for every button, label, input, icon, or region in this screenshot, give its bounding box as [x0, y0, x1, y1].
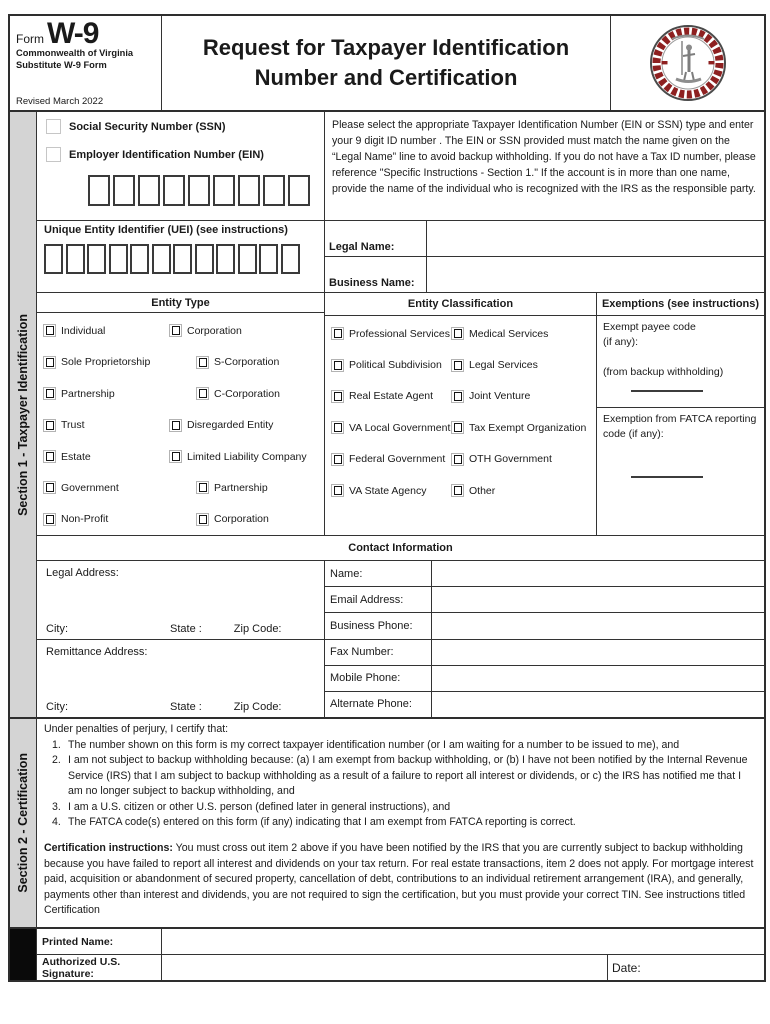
checkbox[interactable]	[169, 419, 182, 432]
printed-name-row	[37, 927, 764, 954]
option-label: S-Corporation	[214, 356, 280, 369]
option-label: OTH Government	[469, 453, 552, 466]
entity-type-option[interactable]	[196, 472, 324, 503]
entity-type-option[interactable]	[169, 409, 324, 440]
section1-sidebar-label: Section 1 - Taxpayer Identification	[16, 313, 30, 516]
digit-box[interactable]	[109, 244, 128, 274]
form-title-line1: Request for Taxpayer Identification	[202, 35, 570, 61]
option-label: Federal Government	[349, 453, 446, 466]
exempt-payee-line1: Exempt payee code	[603, 321, 696, 333]
uei-label: Unique Entity Identifier (UEI) (see instructions)	[44, 224, 288, 236]
checkbox[interactable]	[196, 481, 209, 494]
remittance-address-cell[interactable]	[37, 640, 324, 717]
checkbox[interactable]	[43, 450, 56, 463]
exempt-payee-cell	[597, 316, 764, 408]
tin-digit-boxes[interactable]	[88, 175, 316, 206]
exemptions-column	[597, 293, 764, 535]
option-label: Sole Proprietorship	[61, 356, 151, 369]
option-label: C-Corporation	[214, 387, 280, 400]
checkbox[interactable]	[451, 359, 464, 372]
checkbox[interactable]	[43, 356, 56, 369]
checkbox[interactable]	[451, 421, 464, 434]
business-name-field[interactable]	[427, 257, 764, 292]
entity-classification-header: Entity Classification	[325, 293, 596, 316]
ein-checkbox[interactable]	[46, 147, 61, 162]
contact-fields-column	[325, 561, 764, 717]
option-label: Tax Exempt Organization	[469, 421, 587, 434]
printed-name-field[interactable]	[162, 929, 764, 954]
entity-type-header: Entity Type	[37, 293, 324, 313]
legal-name-row	[325, 221, 764, 256]
uei-cell	[37, 221, 325, 292]
mobile-phone-field[interactable]	[432, 666, 764, 691]
contact-row	[325, 639, 764, 665]
entity-type-option[interactable]	[196, 347, 324, 378]
entity-type-option[interactable]	[169, 441, 324, 472]
option-label: Partnership	[61, 387, 115, 400]
tin-row	[37, 112, 764, 220]
digit-box[interactable]	[130, 244, 149, 274]
signature-field[interactable]	[162, 955, 608, 980]
digit-box[interactable]	[88, 175, 110, 206]
form-id-block	[10, 16, 162, 110]
entity-type-option[interactable]	[43, 472, 169, 503]
checkbox[interactable]	[451, 390, 464, 403]
address-column	[37, 561, 325, 717]
entity-class-option[interactable]	[331, 318, 451, 349]
checkbox[interactable]	[43, 481, 56, 494]
entity-class-option[interactable]	[451, 349, 596, 380]
option-label: Political Subdivision	[349, 359, 442, 372]
form-title	[162, 16, 611, 110]
contact-label: Name:	[325, 561, 432, 586]
entity-class-option[interactable]	[451, 412, 596, 443]
entity-type-option[interactable]	[43, 315, 169, 346]
option-label: Limited Liability Company	[187, 450, 307, 463]
entity-type-option[interactable]	[43, 504, 169, 535]
name-field[interactable]	[432, 561, 764, 586]
checkbox[interactable]	[451, 484, 464, 497]
contact-row	[325, 691, 764, 717]
exemptions-header: Exemptions (see instructions)	[597, 293, 764, 316]
section2-sidebar-label: Section 2 - Certification	[16, 753, 30, 893]
entity-type-options	[37, 313, 324, 535]
digit-box[interactable]	[87, 244, 106, 274]
entity-class-option[interactable]	[451, 475, 596, 506]
contact-label: Fax Number:	[325, 640, 432, 665]
option-label: Non-Profit	[61, 513, 109, 526]
digit-box[interactable]	[288, 175, 310, 206]
contact-row	[325, 612, 764, 638]
section1-sidebar	[10, 112, 36, 717]
digit-box[interactable]	[113, 175, 135, 206]
checkbox[interactable]	[43, 387, 56, 400]
signature-row	[37, 954, 764, 980]
signature-label: Authorized U.S. Signature:	[37, 955, 162, 980]
digit-box[interactable]	[281, 244, 300, 274]
form-word: Form	[16, 32, 44, 46]
checkbox[interactable]	[196, 513, 209, 526]
remittance-city-row	[46, 701, 316, 713]
seal-cell	[611, 16, 764, 110]
remittance-address-label: Remittance Address:	[46, 646, 148, 658]
form-title-line2: Number and Certification	[254, 65, 518, 90]
checkbox[interactable]	[196, 356, 209, 369]
digit-box[interactable]	[66, 244, 85, 274]
digit-box[interactable]	[259, 244, 278, 274]
digit-box[interactable]	[238, 244, 257, 274]
option-label: Real Estate Agent	[349, 390, 434, 403]
digit-box[interactable]	[188, 175, 210, 206]
entity-class-option[interactable]	[331, 444, 451, 475]
contact-row	[325, 665, 764, 691]
checkbox[interactable]	[451, 327, 464, 340]
entity-classification-options	[325, 316, 596, 535]
option-label: VA Local Government	[349, 421, 451, 434]
fatca-cell	[597, 408, 764, 535]
form-revision-date: Revised March 2022	[16, 96, 104, 107]
option-label: Partnership	[214, 481, 268, 494]
ssn-label: Social Security Number (SSN)	[69, 120, 226, 133]
ssn-option[interactable]	[46, 119, 316, 134]
certification-item: The number shown on this form is my correct taxpayer identification number (or I am waiting for a number to be issued to me), and	[68, 738, 680, 751]
exempt-payee-code-field[interactable]	[631, 390, 703, 392]
option-label: Medical Services	[469, 327, 549, 340]
form-header	[10, 16, 764, 112]
uei-digit-boxes[interactable]	[44, 244, 318, 274]
checkbox[interactable]	[169, 324, 182, 337]
checkbox[interactable]	[331, 421, 344, 434]
option-label: Trust	[61, 419, 85, 432]
virginia-seal-icon	[648, 23, 728, 103]
entity-type-option[interactable]	[43, 378, 169, 409]
entity-type-option[interactable]	[196, 378, 324, 409]
contact-label: Business Phone:	[325, 613, 432, 638]
legal-address-label: Legal Address:	[46, 567, 119, 579]
entity-class-option[interactable]	[331, 349, 451, 380]
checkbox[interactable]	[169, 450, 182, 463]
checkbox[interactable]	[43, 419, 56, 432]
contact-label: Mobile Phone:	[325, 666, 432, 691]
business-phone-field[interactable]	[432, 613, 764, 638]
certification-instructions-lead: Certification instructions:	[44, 841, 173, 854]
tin-type-cell	[37, 112, 325, 220]
option-label: Joint Venture	[469, 390, 531, 403]
entity-class-subcol1	[325, 318, 451, 535]
option-label: Corporation	[187, 324, 242, 337]
ssn-checkbox[interactable]	[46, 119, 61, 134]
exempt-payee-line2: (if any):	[603, 336, 639, 349]
certification-section	[37, 717, 764, 927]
sidebar-black-block	[10, 927, 36, 980]
entity-class-option[interactable]	[451, 318, 596, 349]
zip-label: Zip Code:	[233, 701, 282, 713]
digit-box[interactable]	[44, 244, 63, 274]
form-subtitle-2: Substitute W-9 Form	[16, 59, 107, 70]
entity-type-option[interactable]	[43, 347, 169, 378]
ein-option[interactable]	[46, 147, 316, 162]
zip-label: Zip Code:	[233, 623, 282, 635]
contact-information-body	[37, 560, 764, 717]
exempt-payee-line3: (from backup withholding)	[603, 366, 724, 379]
form-subtitle-1: Commonwealth of Virginia	[16, 48, 134, 58]
checkbox[interactable]	[331, 453, 344, 466]
checkbox[interactable]	[331, 359, 344, 372]
entity-class-option[interactable]	[331, 381, 451, 412]
digit-box[interactable]	[213, 175, 235, 206]
certification-instructions-text: You must cross out item 2 above if you have been notified by the IRS that you are currently subject to backup withholding because you have failed to report all interest and dividends on your tax return. For real estate transactions, item 2 does not apply. For mortgage interest paid, acquisition or abandonment of secured property, cancellation of debt, contributions to an individual retirement arrangement (IRA), and generally, payments other than interest and dividends, you are not required to sign the certification, but you must provide your correct TIN. See instructions titled Certification	[44, 841, 754, 917]
entity-class-option[interactable]	[331, 475, 451, 506]
form-number-line	[16, 17, 155, 50]
option-label: Disregarded Entity	[187, 419, 274, 432]
name-rows	[325, 221, 764, 292]
digit-box[interactable]	[152, 244, 171, 274]
entity-type-option[interactable]	[43, 409, 169, 440]
digit-box[interactable]	[238, 175, 260, 206]
form-number: W-9	[47, 17, 99, 50]
contact-row	[325, 561, 764, 586]
entity-type-subcol1	[37, 315, 169, 535]
digit-box[interactable]	[216, 244, 235, 274]
tin-instructions: Please select the appropriate Taxpayer Identification Number (EIN or SSN) type and enter your 9 digit ID number . The EIN or SSN provided must match the name given on the “Legal Name” line to avoid backup withholding. If you do not have a Tax ID number, please reference "Specific Instructions - Section 1." If the account is in more than one name, provide the name of the individual who is recognized with the IRS as the responsible party.	[332, 119, 756, 196]
entity-classification-column	[325, 293, 597, 535]
printed-name-label: Printed Name:	[37, 929, 162, 954]
option-label: VA State Agency	[349, 484, 427, 497]
city-label: City:	[46, 701, 68, 713]
form-body	[10, 112, 764, 980]
certification-item: I am a U.S. citizen or other U.S. person (defined later in general instructions), and	[68, 800, 451, 813]
form-content	[37, 112, 764, 980]
fatca-code-field[interactable]	[631, 476, 703, 478]
contact-information-header: Contact Information	[37, 535, 764, 560]
email-field[interactable]	[432, 587, 764, 612]
digit-box[interactable]	[138, 175, 160, 206]
certification-instructions	[44, 841, 755, 919]
entity-type-option[interactable]	[169, 315, 324, 346]
certification-item: The FATCA code(s) entered on this form (if any) indicating that I am exempt from FATCA reporting is correct.	[68, 816, 576, 829]
entity-class-option[interactable]	[451, 381, 596, 412]
contact-label: Alternate Phone:	[325, 692, 432, 717]
entity-type-option[interactable]	[196, 504, 324, 535]
entity-type-option[interactable]	[43, 441, 169, 472]
digit-box[interactable]	[173, 244, 192, 274]
section2-sidebar	[10, 717, 36, 927]
w9-form	[8, 14, 766, 982]
entity-class-option[interactable]	[331, 412, 451, 443]
state-label: State :	[170, 701, 202, 713]
entity-class-option[interactable]	[451, 444, 596, 475]
business-name-row	[325, 256, 764, 292]
date-cell	[608, 955, 764, 980]
digit-box[interactable]	[263, 175, 285, 206]
digit-box[interactable]	[163, 175, 185, 206]
fax-number-field[interactable]	[432, 640, 764, 665]
city-label: City:	[46, 623, 68, 635]
option-label: Individual	[61, 324, 106, 337]
checkbox[interactable]	[43, 513, 56, 526]
legal-name-label: Legal Name:	[325, 221, 427, 256]
alternate-phone-field[interactable]	[432, 692, 764, 717]
option-label: Estate	[61, 450, 91, 463]
legal-name-field[interactable]	[427, 221, 764, 256]
option-label: Government	[61, 481, 119, 494]
date-label: Date:	[612, 960, 641, 975]
entity-type-column	[37, 293, 325, 535]
ein-label: Employer Identification Number (EIN)	[69, 148, 264, 161]
option-label: Professional Services	[349, 327, 450, 340]
option-label: Corporation	[214, 513, 269, 526]
certification-item: I am not subject to backup withholding because: (a) I am exempt from backup withholding, or (b) I have not been notified by the Internal Revenue Service (IRS) that I am subject to backup withholding as a result of a failure to report all interest or dividends, or c) the IRS has notified me that I am no longer subject to backup withholding, and	[68, 754, 748, 798]
entity-class-subcol2	[451, 318, 596, 535]
state-label: State :	[170, 623, 202, 635]
sidebar-column	[10, 112, 37, 980]
option-label: Legal Services	[469, 359, 538, 372]
spacer	[603, 350, 758, 365]
contact-row	[325, 586, 764, 612]
contact-label: Email Address:	[325, 587, 432, 612]
perjury-intro: Under penalties of perjury, I certify that:	[44, 723, 229, 735]
checkbox[interactable]	[331, 390, 344, 403]
legal-address-city-row	[46, 623, 316, 635]
entity-type-subcol2	[169, 315, 324, 535]
certification-list	[44, 738, 755, 831]
entity-row	[37, 292, 764, 535]
uei-name-row	[37, 220, 764, 292]
checkbox[interactable]	[331, 327, 344, 340]
checkbox[interactable]	[331, 484, 344, 497]
digit-box[interactable]	[195, 244, 214, 274]
business-name-label: Business Name:	[325, 257, 427, 292]
legal-address-cell[interactable]	[37, 561, 324, 640]
checkbox[interactable]	[451, 453, 464, 466]
option-label: Other	[469, 484, 496, 497]
checkbox[interactable]	[43, 324, 56, 337]
fatca-text: Exemption from FATCA reporting code (if any):	[603, 413, 757, 441]
checkbox[interactable]	[196, 387, 209, 400]
